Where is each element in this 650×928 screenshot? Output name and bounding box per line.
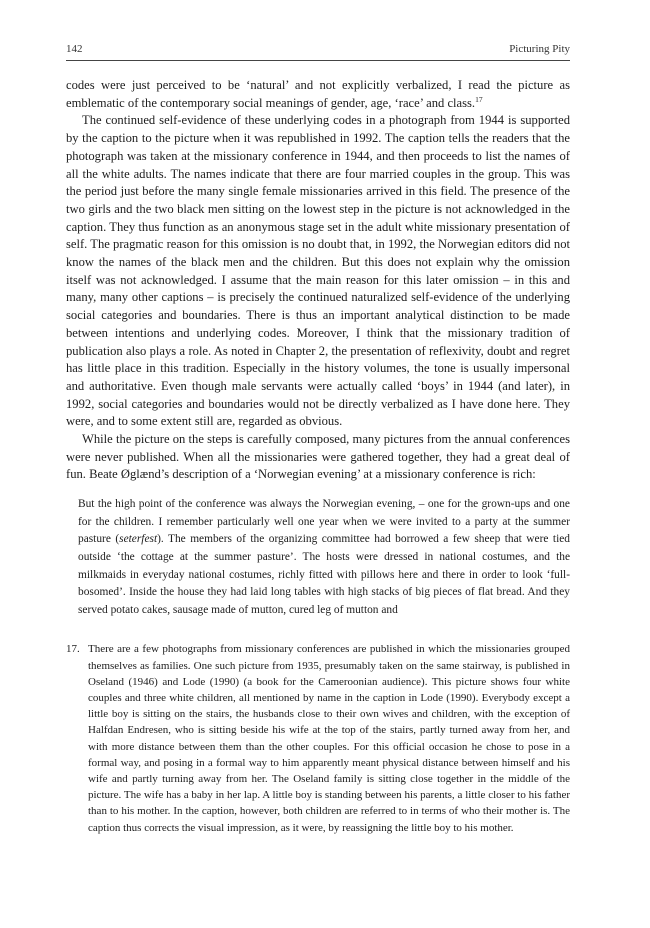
footnote-number: 17. [66, 643, 80, 656]
quote-text-part-1: But the high point of the conference was always the Norwegian evening, – one for the grown-ups and one for the children. I remember particularly well one year when we were invited to a party at the summer pasture ( [78, 498, 570, 546]
quote-text-part-2: ). The members of the organizing committee had borrowed a few sheep that were tied outside ‘the cottage at the summer pasture’. The hosts were dressed in national costumes, and the milkmaids in everyday national costumes, richly fitted with pillows here and there in order to look ‘full-bosomed’. Inside the house they had laid long tables with high stacks of big pieces of flat bread. And they served potato cakes, sausage made of mutton, cured leg of mutton and [78, 533, 570, 616]
footnote-reference[interactable]: 17 [475, 94, 483, 104]
header-rule [66, 60, 570, 61]
footnote [66, 641, 570, 835]
quote-italic-term: seterfest [119, 533, 158, 546]
running-title: Picturing Pity [509, 43, 570, 55]
paragraph-2: The continued self-evidence of these underlying codes in a photograph from 1944 is supported by the caption to the picture when it was republished in 1992. The caption tells the readers that the photograph was taken at the missionary conference in 1944, and then proceeds to list the names of all the white adults. The names indicate that there are four married couples in the group. This was the period just before the many single female missionaries arrived in this field. The presence of the two girls and the two black men sitting on the lowest step in the picture is not acknowledged in the caption. They thus function as an anonymous stage set in the adult white missionary presentation of self. The pragmatic reason for this omission is no doubt that, in 1992, the Norwegian editors did not know the names of the black men and the children. But this does not explain why the omission itself was not acknowledged. I assume that the main reason for this later omission – in this and many, many other captions – is precisely the continued naturalized self-evidence of the underlying social categories and boundaries. There is thus an important analytical distinction to be made between intentions and underlying codes. Moreover, I think that the missionary tradition of publication also plays a role. As noted in Chapter 2, the presentation of reflexivity, doubt and regret has little place in this tradition. Especially in the history volumes, the tone is usually impersonal and authoritative. Even though male servants were actually called ‘boys’ in 1944 (and later), in 1992, social categories and boundaries would not be directly verbalized as I have done here. They were, and to some extent still are, regarded as obvious. [66, 113, 570, 429]
paragraph-1 [66, 77, 570, 112]
body-text [66, 77, 570, 484]
block-quote [78, 496, 570, 619]
page-number: 142 [66, 43, 83, 55]
book-page [66, 42, 570, 836]
paragraph-3: While the picture on the steps is carefully composed, many pictures from the annual conferences were never published. When all the missionaries were gathered together, they had a great deal of fun. Beate Øglænd’s description of a ‘Norwegian evening’ at a missionary conference is rich: [66, 432, 570, 482]
quote-text [78, 496, 570, 619]
running-header [66, 42, 570, 56]
footnote-text: There are a few photographs from missionary conferences are published in which the missionaries grouped themselves as families. One such picture from 1935, presumably taken on the same stairway, is published in Oseland (1946) and Lode (1990) (a book for the Cameroonian audience). This picture shows four white couples and three white children, all mentioned by name in the caption in Lode (1990). Everybody except a little boy is sitting on the stairs, the husbands close to their own wives and children, with the exception of Halfdan Endresen, who is sitting beside his wife at the top of the stairs, partly turned away from her, and with more distance between them than the other couples. For this official occasion he chose to pose in a formal way, and posing in a formal way to him apparently meant physical distance between himself and his wife and partly turning away from her. The Oseland family is sitting close together in the middle of the picture. The wife has a baby in her lap. A little boy is standing between his parents, a little closer to his father than to his mother. In the caption, however, both children are referred to in terms of who their mother is. The caption thus corrects the visual impression, as it were, by reassigning the little boy to his mother. [88, 643, 570, 834]
paragraph-1-text: codes were just perceived to be ‘natural’ and not explicitly verbalized, I read the picture as emblematic of the contemporary social meanings of gender, age, ‘race’ and class. [66, 78, 570, 110]
